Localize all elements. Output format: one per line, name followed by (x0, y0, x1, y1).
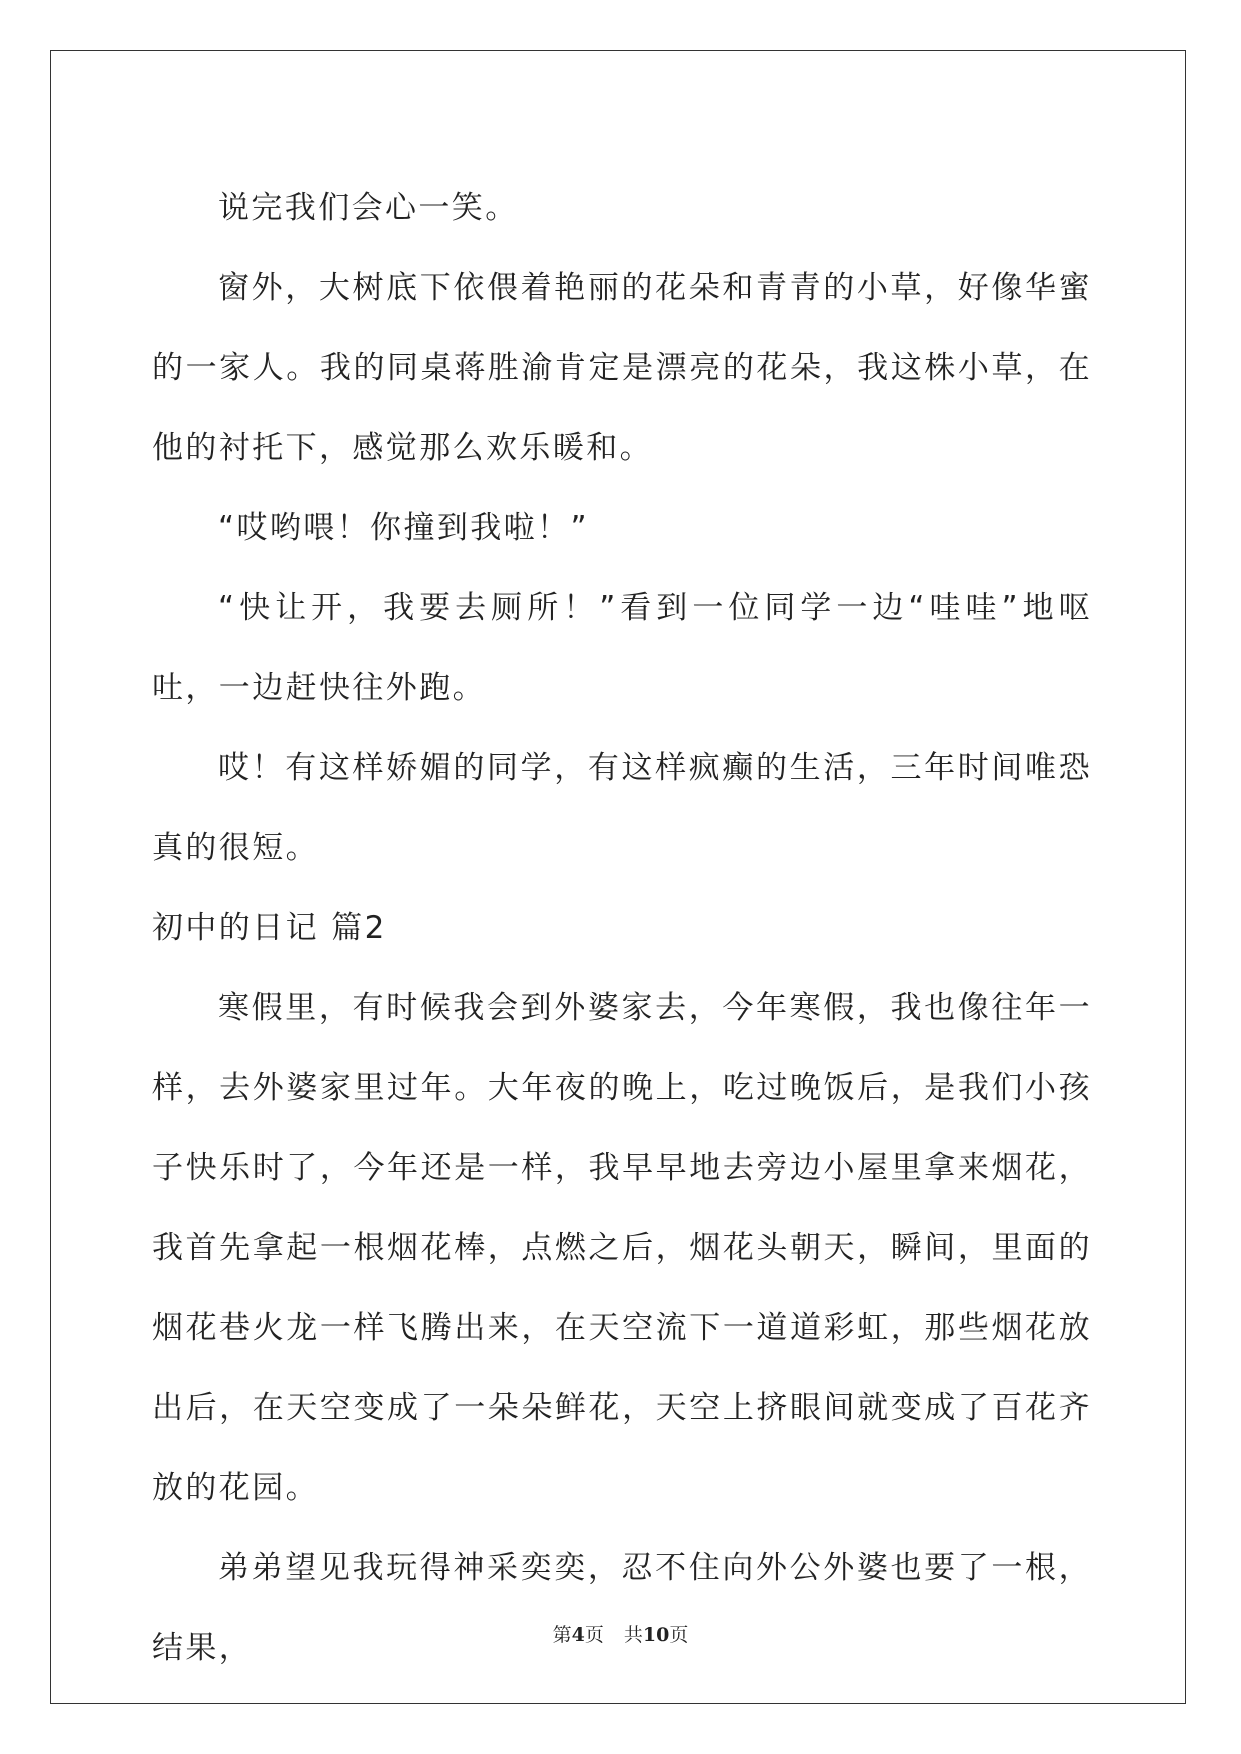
paragraph: 哎！有这样娇媚的同学，有这样疯癫的生活，三年时间唯恐真的很短。 (152, 750, 1092, 866)
paragraph: 弟弟望见我玩得神采奕奕，忍不住向外公外婆也要了一根，结果， (152, 1550, 1092, 1666)
page-suffix: 页 (584, 1624, 604, 1646)
paragraph: 窗外，大树底下依偎着艳丽的花朵和青青的小草，好像华蜜的一家人。我的同桌蒋胜渝肯定是漂亮的花朵，我这株小草，在他的衬托下，感觉那么欢乐暖和。 (152, 270, 1092, 466)
page-footer (0, 1620, 1241, 1647)
total-prefix: 共 (623, 1624, 643, 1646)
paragraph: 说完我们会心一笑。 (218, 190, 519, 226)
document-body (152, 168, 1092, 1688)
total-suffix: 页 (669, 1624, 689, 1646)
page-current: 4 (571, 1624, 585, 1646)
section-heading: 初中的日记 篇2 (152, 910, 387, 946)
paragraph: “快让开，我要去厕所！”看到一位同学一边“哇哇”地呕吐，一边赶快往外跑。 (152, 590, 1092, 706)
page-prefix: 第 (552, 1624, 572, 1646)
paragraph: 寒假里，有时候我会到外婆家去，今年寒假，我也像往年一样，去外婆家里过年。大年夜的晚上，吃过晚饭后，是我们小孩子快乐时了，今年还是一样，我早早地去旁边小屋里拿来烟花，我首先拿起一根烟花棒，点燃之后，烟花头朝天，瞬间，里面的烟花巷火龙一样飞腾出来，在天空流下一道道彩虹，那些烟花放出后，在天空变成了一朵朵鲜花，天空上挤眼间就变成了百花齐放的花园。 (152, 990, 1092, 1506)
paragraph: “哎哟喂！你撞到我啦！” (218, 510, 589, 546)
page-total: 10 (642, 1624, 670, 1646)
